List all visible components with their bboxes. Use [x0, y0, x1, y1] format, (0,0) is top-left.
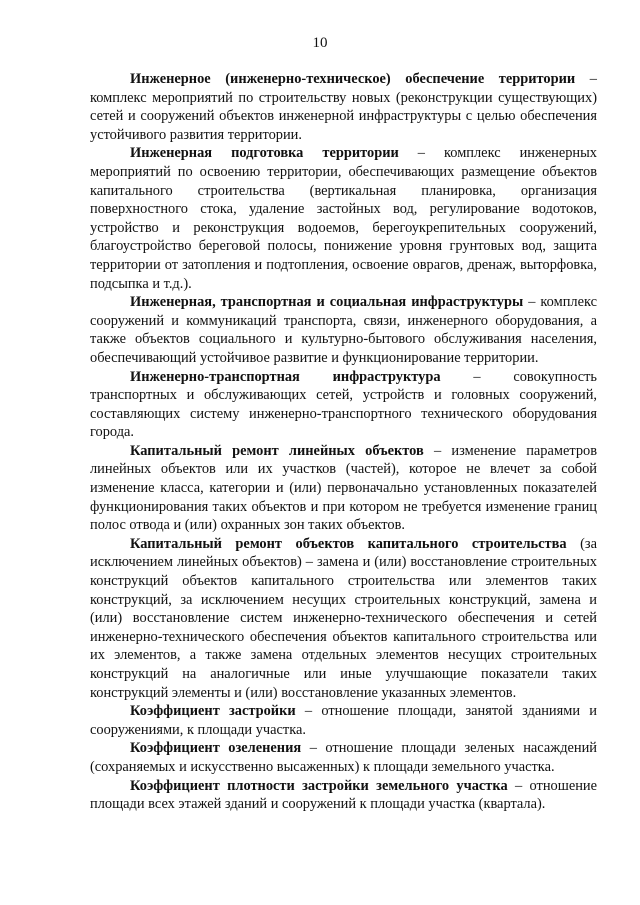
definition-text: (за исключением линейных объектов) – замена и (или) восстановление строительных конструкций объектов капитального строительства или элементов таких конструкций, за исключением несущих строительных конструкций, замена и (или) восстановление систем инженерно-технического обеспечения и сетей инженерно-технического обеспечения объектов капитального строительства или их элементов, а также замена отдельных элементов несущих строительных конструкций на аналогичные или иные улучшающие показатели таких конструкций элементы и (или) восстановление указанных элементов.	[90, 535, 597, 701]
definition-text: – совокупность транспортных и обслуживающих сетей, устройств и головных сооружений, составляющих систему инженерно-транспортного технического оборудования города.	[90, 368, 597, 441]
definition-text: – отношение площади всех этажей зданий и сооружений к площади участка (квартала).	[90, 777, 598, 813]
definition-paragraph	[90, 777, 597, 814]
definition-paragraph	[90, 368, 597, 442]
definition-paragraph	[90, 739, 597, 776]
definition-term: Коэффициент застройки	[130, 703, 296, 720]
definition-term: Инженерное (инженерно-техническое) обеспечение территории	[130, 71, 576, 87]
definition-text: – отношение площади, занятой зданиями и сооружениями, к площади участка.	[90, 703, 597, 738]
definition-term: Капитальный ремонт линейных объектов	[130, 442, 424, 459]
definition-term: Инженерно-транспортная инфраструктура	[130, 368, 441, 385]
definition-term: Капитальный ремонт объектов капитального строительства	[130, 535, 567, 552]
document-body	[90, 70, 597, 814]
definition-term: Коэффициент плотности застройки земельного участка	[130, 777, 508, 794]
definition-term: Инженерная подготовка территории	[130, 145, 399, 162]
definition-term: Инженерная, транспортная и социальная инфраструктуры	[130, 294, 524, 311]
definition-text: – отношение площади зеленых насаждений (сохраняемых и искусственно высаженных) к площади земельного участка.	[90, 740, 598, 775]
definition-text: – изменение параметров линейных объектов или их участков (частей), которое не влечет за собой изменение класса, категории и (или) первоначально установленных показателей функционирования таких объектов и при котором не требуется изменение границ полос отвода и (или) охранных зон таких объектов.	[90, 442, 598, 534]
page-number: 10	[312, 35, 328, 51]
definition-text: – комплекс инженерных мероприятий по освоению территории, обеспечивающих размещение объектов капитального строительства (вертикальная планировка, организация поверхностного стока, удаление застойных вод, регулирование водотоков, устройство и реконструкция водоемов, берегоукрепительных сооружений, благоустройство береговой полосы, понижение уровня грунтовых вод, защита территории от затопления и подтопления, освоение оврагов, дренаж, выторфовка, подсыпка и т.д.).	[90, 145, 597, 292]
definition-text: – комплекс мероприятий по строительству новых (реконструкции существующих) сетей и сооружений объектов инженерной инфраструктуры с целью обеспечения устойчивого развития территории.	[90, 71, 597, 143]
definition-paragraph	[90, 144, 597, 293]
definition-paragraph	[90, 702, 597, 739]
definition-paragraph	[90, 442, 597, 535]
definition-paragraph	[90, 70, 597, 144]
definition-term: Коэффициент озеленения	[130, 740, 302, 757]
definition-paragraph	[90, 535, 597, 702]
definition-paragraph	[90, 293, 597, 367]
definition-text: – комплекс сооружений и коммуникаций транспорта, связи, инженерного оборудования, а также объектов социального и культурно-бытового обслуживания населения, обеспечивающий устойчивое развитие и функционирование территории.	[90, 294, 597, 366]
